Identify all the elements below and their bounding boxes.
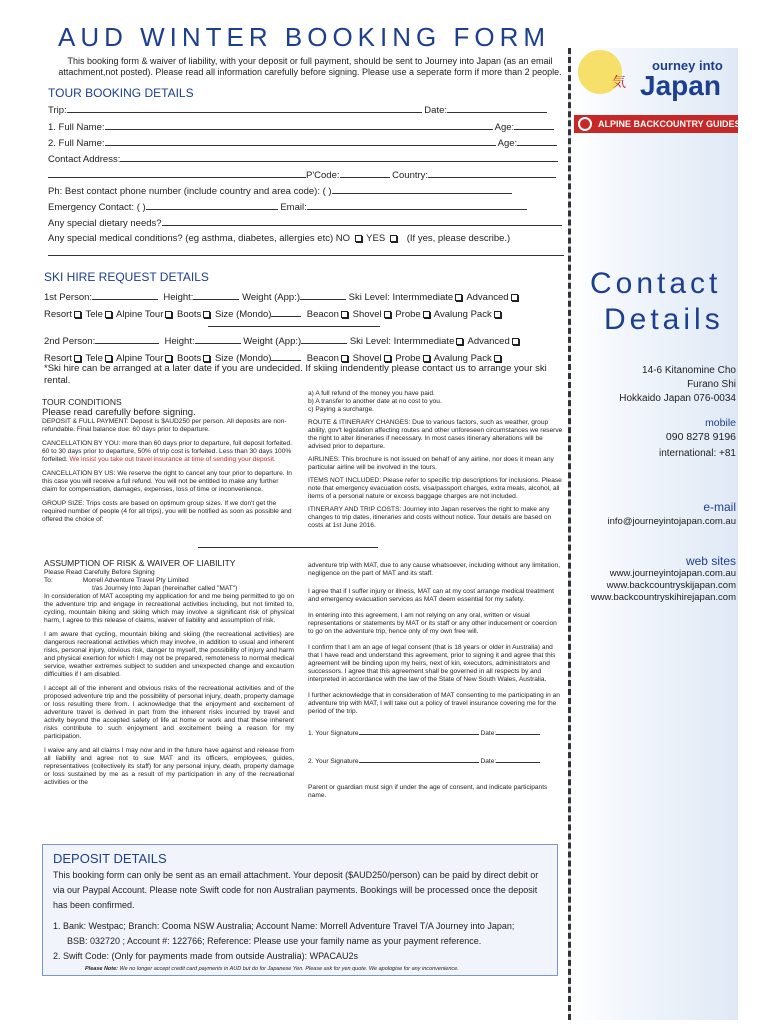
resort2-checkbox[interactable] [74, 355, 81, 362]
deposit-text: This booking form can only be sent as an email attachment. Your deposit ($AUD250/person) can be paid by direct debit or via our Paypal Account. Please note Swift code for non Australian payments. Bookings will be processed once the deposit has been confirmed. [53, 870, 539, 910]
yes-checkbox[interactable] [390, 235, 397, 242]
pack2-checkbox[interactable] [494, 355, 501, 362]
pcode-row: P'Code: Country: [48, 168, 556, 181]
ski-heading: SKI HIRE REQUEST DETAILS [44, 270, 209, 284]
sig-date1-field[interactable] [496, 728, 540, 735]
advanced2-checkbox[interactable] [512, 338, 519, 345]
intro-text: This booking form & waiver of liability, with your deposit or full payment, should be sent to Journey into Japan (as an email attachment,not posted). Please read all information carefully before signing. Please use a seperate form if more than 2 people. [58, 56, 562, 77]
beacon2-checkbox[interactable] [341, 355, 348, 362]
boots2-checkbox[interactable] [203, 355, 210, 362]
dietary-row: Any special dietary needs? [48, 216, 562, 229]
email-label: e-mail [703, 500, 736, 514]
intermediate2-checkbox[interactable] [456, 338, 463, 345]
tele1-checkbox[interactable] [105, 311, 112, 318]
pack1-checkbox[interactable] [494, 311, 501, 318]
deposit-heading: DEPOSIT DETAILS [53, 851, 167, 866]
ski-person2-row: 2nd Person: Height: Weight (App:) Ski Level: Intermmediate Advanced [44, 334, 521, 347]
age2-field[interactable] [517, 136, 557, 146]
beacon1-checkbox[interactable] [341, 311, 348, 318]
international-code: international: +81 [658, 448, 736, 459]
no-checkbox[interactable] [355, 235, 362, 242]
waiver-heading: ASSUMPTION OF RISK & WAIVER OF LIABILITY [44, 558, 236, 568]
page-title: AUD WINTER BOOKING FORM [58, 22, 550, 52]
ski-gear1-row: Resort Tele Alpine Tour Boots Size (Mondo) Beacon Shovel Probe Avalung Pack [44, 307, 503, 320]
date-field[interactable] [447, 103, 547, 113]
sidebar-panel [568, 48, 738, 1020]
website-link[interactable]: www.backcountryskijapan.com [606, 580, 736, 591]
name2-field[interactable] [105, 136, 496, 146]
weight2-field[interactable] [301, 334, 347, 344]
contact-title: Contact Details [590, 267, 724, 336]
ski-gear2-row: Resort Tele Alpine Tour Boots Size (Mondo) Beacon Shovel Probe Avalung Pack [44, 351, 503, 364]
website-link[interactable]: www.journeyintojapan.com.au [609, 568, 736, 579]
advanced1-checkbox[interactable] [511, 294, 518, 301]
intermediate1-checkbox[interactable] [455, 294, 462, 301]
height1-field[interactable] [193, 290, 239, 300]
emergency-field[interactable] [146, 200, 278, 210]
mobile-label: mobile [705, 417, 736, 429]
medical-line[interactable] [48, 255, 564, 256]
trip-field[interactable] [67, 103, 422, 113]
resort1-checkbox[interactable] [74, 311, 81, 318]
deposit-box [42, 844, 558, 976]
person2-field[interactable] [95, 334, 159, 344]
shovel1-checkbox[interactable] [384, 311, 391, 318]
tele2-checkbox[interactable] [105, 355, 112, 362]
address-block: 14-6 Kitanomine Cho Furano Shi Hokkaido Japan 076-0034 [619, 365, 736, 404]
probe1-checkbox[interactable] [423, 311, 430, 318]
name2-row: 2. Full Name: Age: [48, 136, 557, 149]
conditions-heading: TOUR CONDITIONS [42, 397, 122, 407]
height2-field[interactable] [195, 334, 241, 344]
phone-row: Ph: Best contact phone number (include country and area code): ( ) [48, 184, 512, 197]
country-field[interactable] [428, 168, 556, 178]
ski-note: *Ski hire can be arranged at a later date if you are undecided. If skiing indendently please contact us to arrange your ski rental. [44, 363, 547, 386]
ski-divider [208, 326, 380, 327]
pcode-field[interactable] [340, 168, 390, 178]
name1-field[interactable] [105, 120, 493, 130]
conditions-right: a) A full refund of the money you have paid. b) A transfer to another date at no cost to you. c) Paying a surcharge. ROUTE & ITINERARY CHANGES: Due to various factors, such as weather, group ability, gov't legislation affecting routes and other unforeseen circumstances we reserve the right to alter itineraries if necessary. In most cases itinerary alterations will be advised prior to departure. AIRLINES: This brochure is not issued on behalf of any airline, nor does it mean any particular airline will be involved in the tours. ITEMS NOT INCLUDED: Please refer to specific trip descriptions for inclusions. Please note that emergency evacuation costs, visa/passport charges, extra meals, alcohol, all items of a personal nature or excess baggage charges are not included. ITINERARY AND TRIP COSTS: Journey into Japan reserves the right to make any changes to trip dates, itineraries and costs without notice. Tour details are based on costs at 1st June 2016. [308, 390, 563, 529]
waiver-left: Please Read Carefully Before Signing To: Morrell Adventure Travel Pty Limited t/as Journey Into Japan (hereinafter called "MAT") In consideration of MAT accepting my application for and me being permitted to go on the adventure trip and engage in recreational activities including, but not limited to, cycling, mountain biking and skiing which may involve a significant risk of physical harm, I agree to this release of claims, waiver of liability and assumption of risk. I am aware that cycling, mountain biking and skiing (the recreational activities) are dangerous recreational activities which may involve, in addition to usual and inherent risks, personal injury, obvious risk, danger to myself, the possibility of injury and harm and physical exertion for which I may not be prepared, remoteness to normal medical service, weather extremes subject to sudden and unexpected change and excaution difficulties if I am disabled. I accept all of the inherent and obvious risks of the recreational activities and of the proposed adventure trip and the possibility of personal injury, death, property damage or loss resulting there from. I acknowledge that the enjoyment and excitement of adventure travel is derived in part from the inherent risks incurred by travel and activity beyond the accepted safety of life at home or work and that these inherent risks contribute to such enjoyment and excitement being a reason for my participation. I waive any and all claims I may now and in the future have against and release from all liability and agree not to sue MAT and its officers, employees, guides, representatives (collectively its staff) for any personal injury, death, property damage or loss sustained by me as a result of my participation in any of the recreational activities or the [44, 569, 294, 786]
alpine2-checkbox[interactable] [165, 355, 172, 362]
logo-tagline: ourney into [652, 58, 723, 73]
alpine-guides-banner: ALPINE BACKCOUNTRY GUIDES [574, 115, 738, 133]
person1-field[interactable] [92, 290, 158, 300]
medical-row: Any special medical conditions? (eg asthma, diabetes, allergies etc) NO YES (If yes, please describe.) [48, 233, 511, 244]
weight1-field[interactable] [300, 290, 346, 300]
website-link[interactable]: www.backcountryskihirejapan.com [590, 592, 736, 603]
name1-row: 1. Full Name: Age: [48, 120, 554, 133]
shovel2-checkbox[interactable] [384, 355, 391, 362]
age1-field[interactable] [514, 120, 554, 130]
deposit-bank: 1. Bank: Westpac; Branch: Cooma NSW Australia; Account Name: Morrell Adventure Travel T/A Journey into Japan; BSB: 032720 ; Account #: 122766; Reference: Please use your family name as your payment reference. 2. Swift Code: (Only for payments made from outside Australia): WPACAU2s [53, 921, 515, 961]
conditions-left: DEPOSIT & FULL PAYMENT: Deposit is $AUD250 per person. All deposits are non-refundable. Final balance due: 60 days prior to departure. CANCELLATION BY YOU: more than 60 days prior to departure, full deposit forfeited. 60 to 30 days prior to departure, 50% of trip cost is forfeited. Less than 30 days 100% forfeited. We insist you take out travel insurance at time of sending your deposit. CANCELLATION BY US: We reserve the right to cancel any tour prior to departure. In this case you will receive a full refund. You will not be entitled to make any further claim for compensation, damages, expenses, loss of time or inconvenience. GROUP SIZE: Trips costs are based on optimum group sizes. If we don't get the required number of people (4 for all trips), you will be notified as soon as possible and offered the choice of: [42, 418, 292, 523]
size1-field[interactable] [271, 307, 301, 317]
email-address[interactable]: info@journeyintojapan.com.au [607, 516, 736, 527]
websites-label: web sites [685, 554, 736, 568]
email-field[interactable] [307, 200, 527, 210]
websites-list [566, 568, 736, 604]
tour-heading: TOUR BOOKING DETAILS [48, 86, 194, 100]
alpine1-checkbox[interactable] [165, 311, 172, 318]
alpine-logo-icon [578, 117, 592, 131]
trip-row: Trip: Date: [48, 103, 547, 116]
address-row: Contact Address: [48, 152, 558, 165]
emergency-row: Emergency Contact: ( ) Email: [48, 200, 527, 213]
sig-date2-field[interactable] [496, 756, 540, 763]
probe2-checkbox[interactable] [423, 355, 430, 362]
address-field-2[interactable] [48, 168, 306, 178]
conditions-read: Please read carefully before signing. [42, 407, 196, 418]
address-field[interactable] [120, 152, 558, 162]
size2-field[interactable] [271, 351, 301, 361]
ski-person1-row: 1st Person: Height: Weight (App:) Ski Level: Intermmediate Advanced [44, 290, 520, 303]
section-divider [198, 547, 378, 548]
logo-wordmark: Japan [640, 70, 721, 101]
phone-field[interactable] [332, 184, 512, 194]
dietary-field[interactable] [162, 216, 562, 226]
waiver-right: adventure trip with MAT, due to any cause whatsoever, including without any limitation, negligence on the part of MAT and its staff. I agree that if I suffer injury or illness, MAT can at my cost arrange medical treatment and emergency evacuation services as MAT deem essential for my safety. In entering into this agreement, I am not relying on any oral, written or visual representations or statements by MAT or its staff or any other inducement or coercion to go on the adventure trip, hence only of my own free will. I confirm that I am an age of legal consent (that is 18 years or older in Australia) and that I have read and understand this agreement, prior to signing it and agree that this agreement will be binding upon my heirs, next of kin, executors, administrators and successors. I agree that this agreement shall be governed in all respects by and interpreted in accordance with the law of the State of New South Wales, Australia. I further acknowledge that in consideration of MAT consenting to me participating in an adventure trip with MAT, I will take out a policy of travel insurance covering me for the period of the trip. 1. Your Signature Date: 2. Your Signature Date: Parent or guardian must sign if under the age of consent, and indicate participants name. [308, 562, 561, 799]
boots1-checkbox[interactable] [203, 311, 210, 318]
logo-kanji-icon: 気 [612, 74, 626, 90]
mobile-number: 090 8278 9196 [665, 431, 736, 443]
signature2-field[interactable] [359, 756, 479, 763]
signature1-field[interactable] [359, 728, 479, 735]
deposit-note: Please Note: We no longer accept credit card payments in AUD but do for Japanese Yen. Please ask for yen quote. We apologise for any inconvenience. [85, 966, 459, 972]
